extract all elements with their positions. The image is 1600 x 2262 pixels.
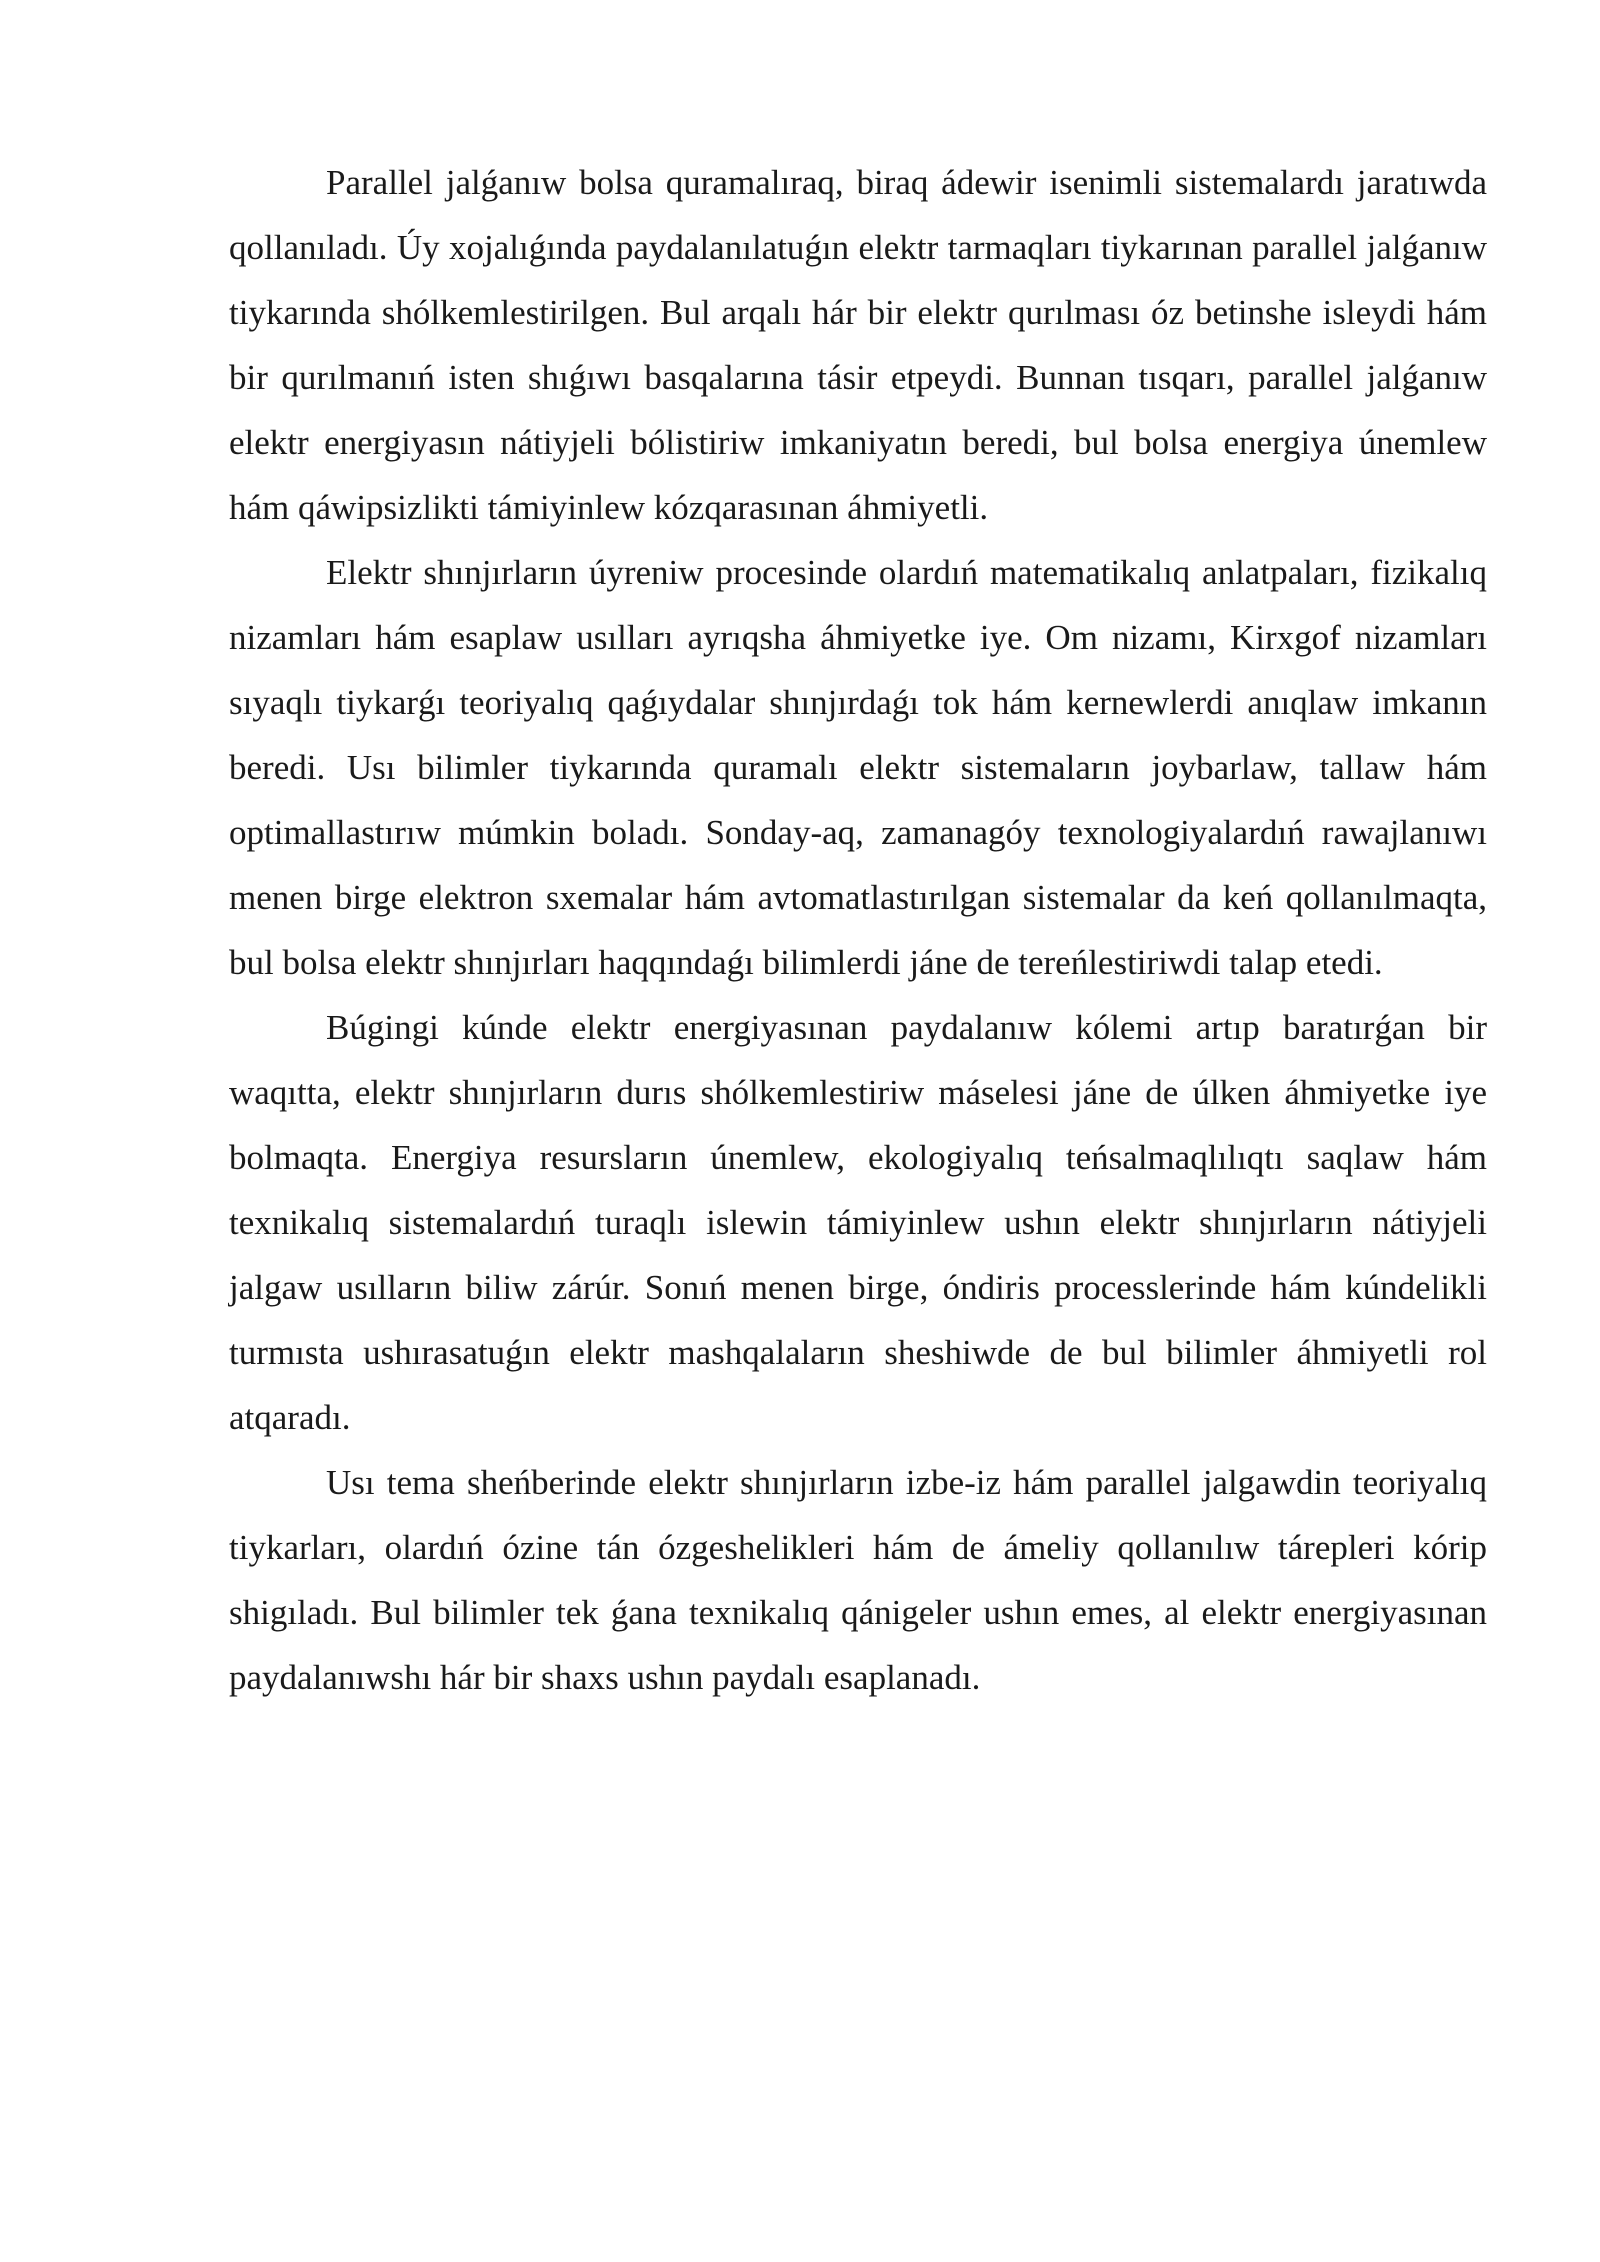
paragraph-parallel-connection: Parallel jalǵanıw bolsa quramalıraq, biraq ádewir isenimli sistemalardı jaratıwda qollanıladı. Úy xojalıǵında paydalanılatuǵın elektr tarmaqları tiykarınan parallel jalǵanıw tiykarında shólkemlestirilgen. Bul arqalı hár bir elektr qurılması óz betinshe isleydi hám bir qurılmanıń isten shıǵıwı basqalarına tásir etpeydi. Bunnan tısqarı, parallel jalǵanıw elektr energiyasın nátiyjeli bólistiriw imkaniyatın beredi, bul bolsa energiya únemlew hám qáwipsizlikti támiyinlew kózqarasınan áhmiyetli. — [229, 163, 1487, 527]
paragraph-circuit-laws: Elektr shınjırların úyreniw procesinde olardıń matematikalıq anlatpaları, fizikalıq nizamları hám esaplaw usılları ayrıqsha áhmiyetke iye. Om nizamı, Kirxgof nizamları sıyaqlı tiykarǵı teoriyalıq qaǵıydalar shınjırdaǵı tok hám kernewlerdi anıqlaw imkanın beredi. Usı bilimler tiykarında quramalı elektr sistemaların joybarlaw, tallaw hám optimallastırıw múmkin boladı. Sonday-aq, zamanagóy texnologiyalardıń rawajlanıwı menen birge elektron sxemalar hám avtomatlastırılgan sistemalar da keń qollanılmaqta, bul bolsa elektr shınjırları haqqındaǵı bilimlerdi jáne de tereńlestiriwdi talap etedi. — [229, 553, 1487, 982]
body-text — [229, 150, 1487, 1710]
paragraph-topic-summary: Usı tema sheńberinde elektr shınjırların izbe-iz hám parallel jalgawdin teoriyalıq tiykarları, olardıń ózine tán ózgeshelikleri hám de ámeliy qollanılıw tárepleri kórip shigıladı. Bul bilimler tek ǵana texnikalıq qánigeler ushın emes, al elektr energiyasınan paydalanıwshı hár bir shaxs ushın paydalı esaplanadı. — [229, 1463, 1487, 1697]
paragraph-energy-usage: Búgingi kúnde elektr energiyasınan paydalanıw kólemi artıp baratırǵan bir waqıtta, elektr shınjırların durıs shólkemlestiriw máselesi jáne de úlken áhmiyetke iye bolmaqta. Energiya resursların únemlew, ekologiyalıq teńsalmaqlılıqtı saqlaw hám texnikalıq sistemalardıń turaqlı islewin támiyinlew ushın elektr shınjırların nátiyjeli jalgaw usılların biliw zárúr. Sonıń menen birge, óndiris processlerinde hám kúndelikli turmısta ushırasatuǵın elektr mashqalaların sheshiwde de bul bilimler áhmiyetli rol atqaradı. — [229, 1008, 1487, 1437]
